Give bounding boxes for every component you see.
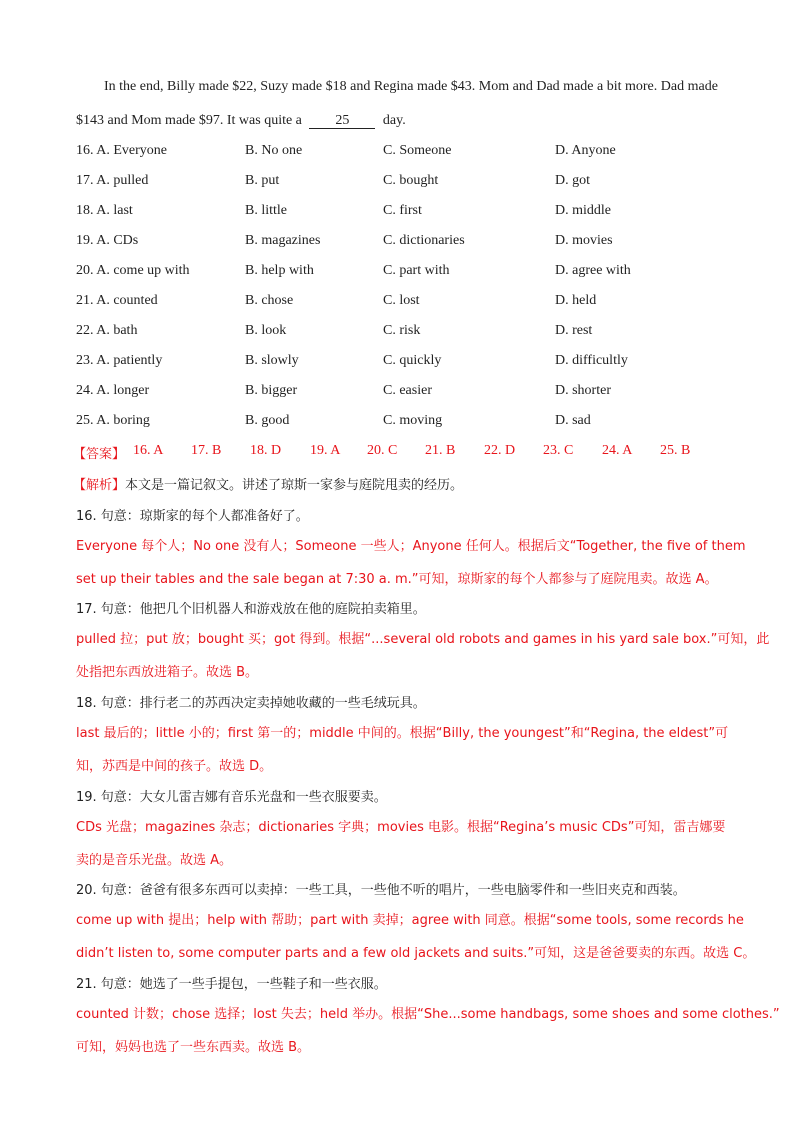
option-d: D. Anyone <box>555 143 616 158</box>
option-a: 16. A. Everyone <box>76 143 167 158</box>
explanation-meaning: 16. 句意：琼斯家的每个人都准备好了。 <box>76 509 309 524</box>
option-b: B. help with <box>245 263 314 278</box>
passage-text: day. <box>382 113 406 128</box>
option-a: 25. A. boring <box>76 413 150 428</box>
answer-item: 18. D <box>250 443 282 458</box>
explanation-meaning: 21. 句意：她选了一些手提包，一些鞋子和一些衣服。 <box>76 977 387 992</box>
explanation-line: come up with 提出；help with 帮助；part with 卖掉；agree with 同意。根据“some tools, some records he <box>76 913 744 928</box>
explanation-line: counted 计数；chose 选择；lost 失去；held 举办。根据“She...some handbags, some shoes and some clothes.” <box>76 1007 780 1022</box>
answer-item: 21. B <box>425 443 456 458</box>
option-d: D. movies <box>555 233 613 248</box>
explanation-line: CDs 光盘；magazines 杂志；dictionaries 字典；movies 电影。根据“Regina’s music CDs”可知，雷吉娜要 <box>76 820 726 835</box>
option-c: C. Someone <box>383 143 452 158</box>
option-d: D. held <box>555 293 597 308</box>
option-b: B. bigger <box>245 383 298 398</box>
answer-item: 23. C <box>543 443 574 458</box>
explanation-line: 卖的是音乐光盘。故选 A。 <box>76 853 233 868</box>
explanation-line: set up their tables and the sale began at 7:30 a. m.”可知，琼斯家的每个人都参与了庭院甩卖。故选 A。 <box>76 572 718 587</box>
option-d: D. difficultly <box>555 353 628 368</box>
analysis-text: 本文是一篇记叙文。讲述了琼斯一家参与庭院甩卖的经历。 <box>125 478 464 493</box>
option-a: 24. A. longer <box>76 383 150 398</box>
explanation-line: pulled 拉；put 放；bought 买；got 得到。根据“...several old robots and games in his yard sale box.”可知，此 <box>76 632 770 647</box>
answer-item: 19. A <box>310 443 341 458</box>
analysis-label: 【解析】 <box>73 478 126 493</box>
option-a: 17. A. pulled <box>76 173 149 188</box>
option-a: 19. A. CDs <box>76 233 139 248</box>
option-d: D. rest <box>555 323 593 338</box>
option-c: C. easier <box>383 383 432 398</box>
option-c: C. part with <box>383 263 450 278</box>
option-c: C. bought <box>383 173 439 188</box>
answer-item: 24. A <box>602 443 633 458</box>
answer-item: 16. A <box>133 443 164 458</box>
option-c: C. first <box>383 203 422 218</box>
option-b: B. put <box>245 173 280 188</box>
passage-text: $143 and Mom made $97. It was quite a <box>76 113 302 128</box>
answer-item: 17. B <box>191 443 222 458</box>
option-a: 23. A. patiently <box>76 353 163 368</box>
passage-line-2 <box>76 113 406 129</box>
option-c: C. quickly <box>383 353 442 368</box>
option-a: 21. A. counted <box>76 293 158 308</box>
analysis-summary <box>73 474 463 493</box>
option-b: B. chose <box>245 293 294 308</box>
option-b: B. good <box>245 413 290 428</box>
answer-item: 22. D <box>484 443 516 458</box>
explanation-line: Everyone 每个人；No one 没有人；Someone 一些人；Anyone 任何人。根据后文“Together, the five of them <box>76 539 746 554</box>
option-c: C. lost <box>383 293 420 308</box>
option-a: 22. A. bath <box>76 323 138 338</box>
blank-25: 25 <box>309 114 375 129</box>
explanation-meaning: 20. 句意：爸爸有很多东西可以卖掉：一些工具，一些他不听的唱片，一些电脑零件和一些旧夹克和西装。 <box>76 883 686 898</box>
explanation-line: 处指把东西放进箱子。故选 B。 <box>76 665 259 680</box>
answer-item: 20. C <box>367 443 398 458</box>
passage-line-1: In the end, Billy made $22, Suzy made $18 and Regina made $43. Mom and Dad made a bit more. Dad made <box>104 79 718 94</box>
explanation-line: 可知，妈妈也选了一些东西卖。故选 B。 <box>76 1040 311 1055</box>
option-a: 20. A. come up with <box>76 263 190 278</box>
option-b: B. slowly <box>245 353 299 368</box>
option-c: C. dictionaries <box>383 233 465 248</box>
option-d: D. sad <box>555 413 591 428</box>
option-d: D. middle <box>555 203 611 218</box>
option-b: B. magazines <box>245 233 321 248</box>
explanation-line: last 最后的；little 小的；first 第一的；middle 中间的。根据“Billy, the youngest”和“Regina, the eldest”可 <box>76 726 729 741</box>
explanation-meaning: 18. 句意：排行老二的苏西决定卖掉她收藏的一些毛绒玩具。 <box>76 696 426 711</box>
explanation-line: didn’t listen to, some computer parts and a few old jackets and suits.”可知，这是爸爸要卖的东西。故选 C。 <box>76 946 756 961</box>
answer-label: 【答案】 <box>73 447 126 462</box>
option-d: D. agree with <box>555 263 631 278</box>
option-c: C. moving <box>383 413 443 428</box>
option-b: B. little <box>245 203 287 218</box>
option-b: B. look <box>245 323 287 338</box>
option-a: 18. A. last <box>76 203 133 218</box>
explanation-meaning: 19. 句意：大女儿雷吉娜有音乐光盘和一些衣服要卖。 <box>76 790 387 805</box>
answer-item: 25. B <box>660 443 691 458</box>
explanation-meaning: 17. 句意：他把几个旧机器人和游戏放在他的庭院拍卖箱里。 <box>76 602 426 617</box>
explanation-line: 知，苏西是中间的孩子。故选 D。 <box>76 759 273 774</box>
option-d: D. shorter <box>555 383 611 398</box>
option-b: B. No one <box>245 143 303 158</box>
option-c: C. risk <box>383 323 421 338</box>
option-d: D. got <box>555 173 590 188</box>
